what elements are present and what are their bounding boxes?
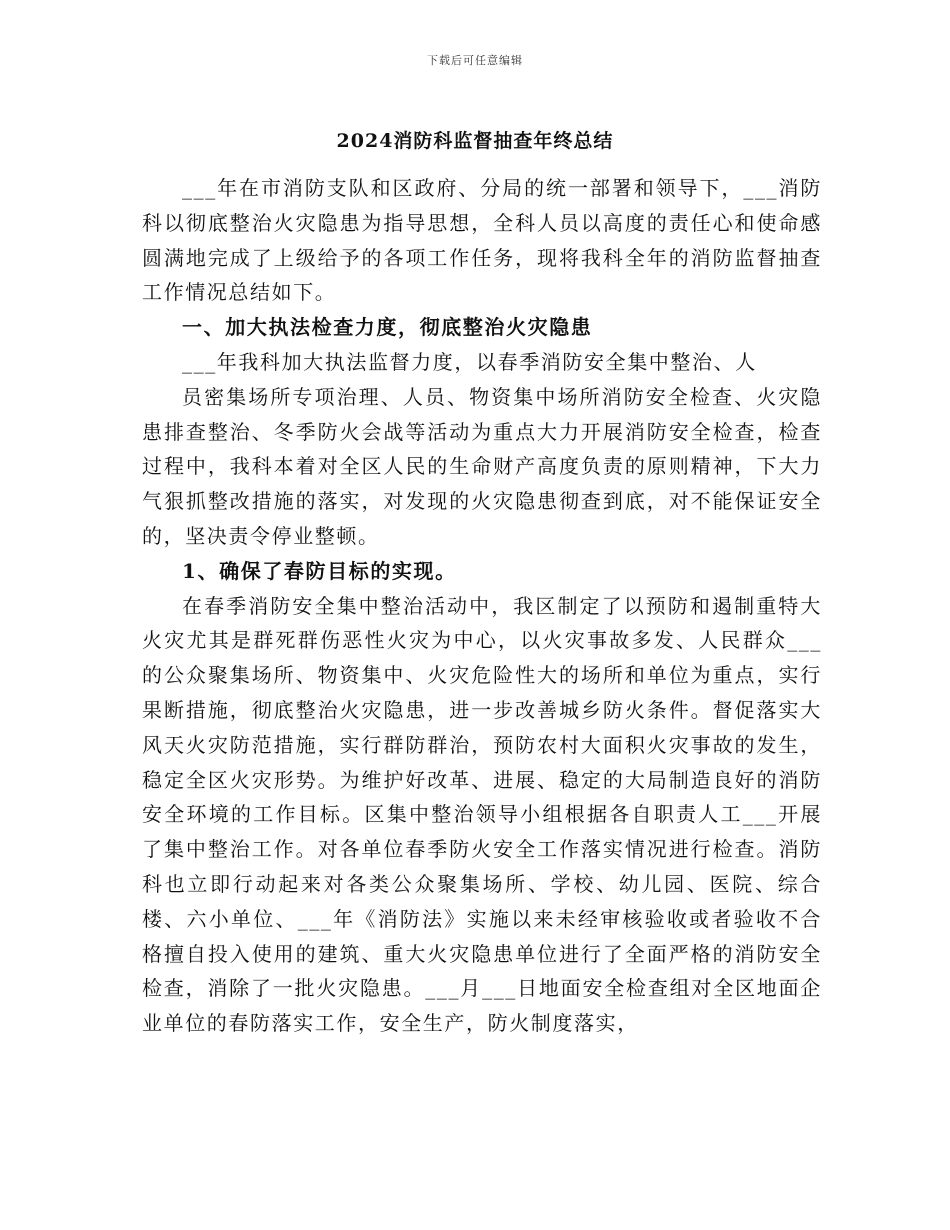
paragraph-spring-campaign: 在春季消防安全集中整治活动中，我区制定了以预防和遏制重特大火灾尤其是群死群伤恶性火灾为中心，以火灾事故多发、人民群众___的公众聚集场所、物资集中、火灾危险性大的场所和单位为重点，实行果断措施，彻底整治火灾隐患，进一步改善城乡防火条件。督促落实大风天火灾防范措施，实行群防群治，预防农村大面积火灾事故的发生，稳定全区火灾形势。为维护好改革、进展、稳定的大局制造良好的消防安全环境的工作目标。区集中整治领导小组根据各自职责人工___开展了集中整治工作。对各单位春季防火安全工作落实情况进行检查。消防科也立即行动起来对各类公众聚集场所、学校、幼儿园、医院、综合楼、六小单位、___年《消防法》实施以来未经审核验收或者验收不合格擅自投入使用的建筑、重大火灾隐患单位进行了全面严格的消防安全检查，消除了一批火灾隐患。___月___日地面安全检查组对全区地面企业单位的春防落实工作，安全生产，防火制度落实，	[142, 593, 822, 1036]
document-body	[142, 171, 822, 1041]
paragraph-section1-body: 员密集场所专项治理、人员、物资集中场所消防安全检查、火灾隐患排查整治、冬季防火会战等活动为重点大力开展消防安全检查，检查过程中，我科本着对全区人民的生命财产高度负责的原则精神，下大力气狠抓整改措施的落实，对发现的火灾隐患彻查到底，对不能保证安全的，坚决责令停业整顿。	[142, 384, 822, 548]
document-title: 2024消防科监督抽查年终总结	[336, 130, 614, 152]
paragraph-intro: ___年在市消防支队和区政府、分局的统一部署和领导下，___消防科以彻底整治火灾隐患为指导思想，全科人员以高度的责任心和使命感圆满地完成了上级给予的各项工作任务，现将我科全年的消防监督抽查工作情况总结如下。	[142, 176, 822, 305]
header-note: 下载后可任意编辑	[427, 54, 523, 67]
subsection-heading-1: 1、确保了春防目标的实现。	[182, 558, 457, 583]
paragraph-section1-lead: ___年我科加大执法监督力度，以春季消防安全集中整治、人	[182, 349, 757, 374]
section-heading-1: 一、加大执法检查力度，彻底整治火灾隐患	[182, 315, 593, 340]
